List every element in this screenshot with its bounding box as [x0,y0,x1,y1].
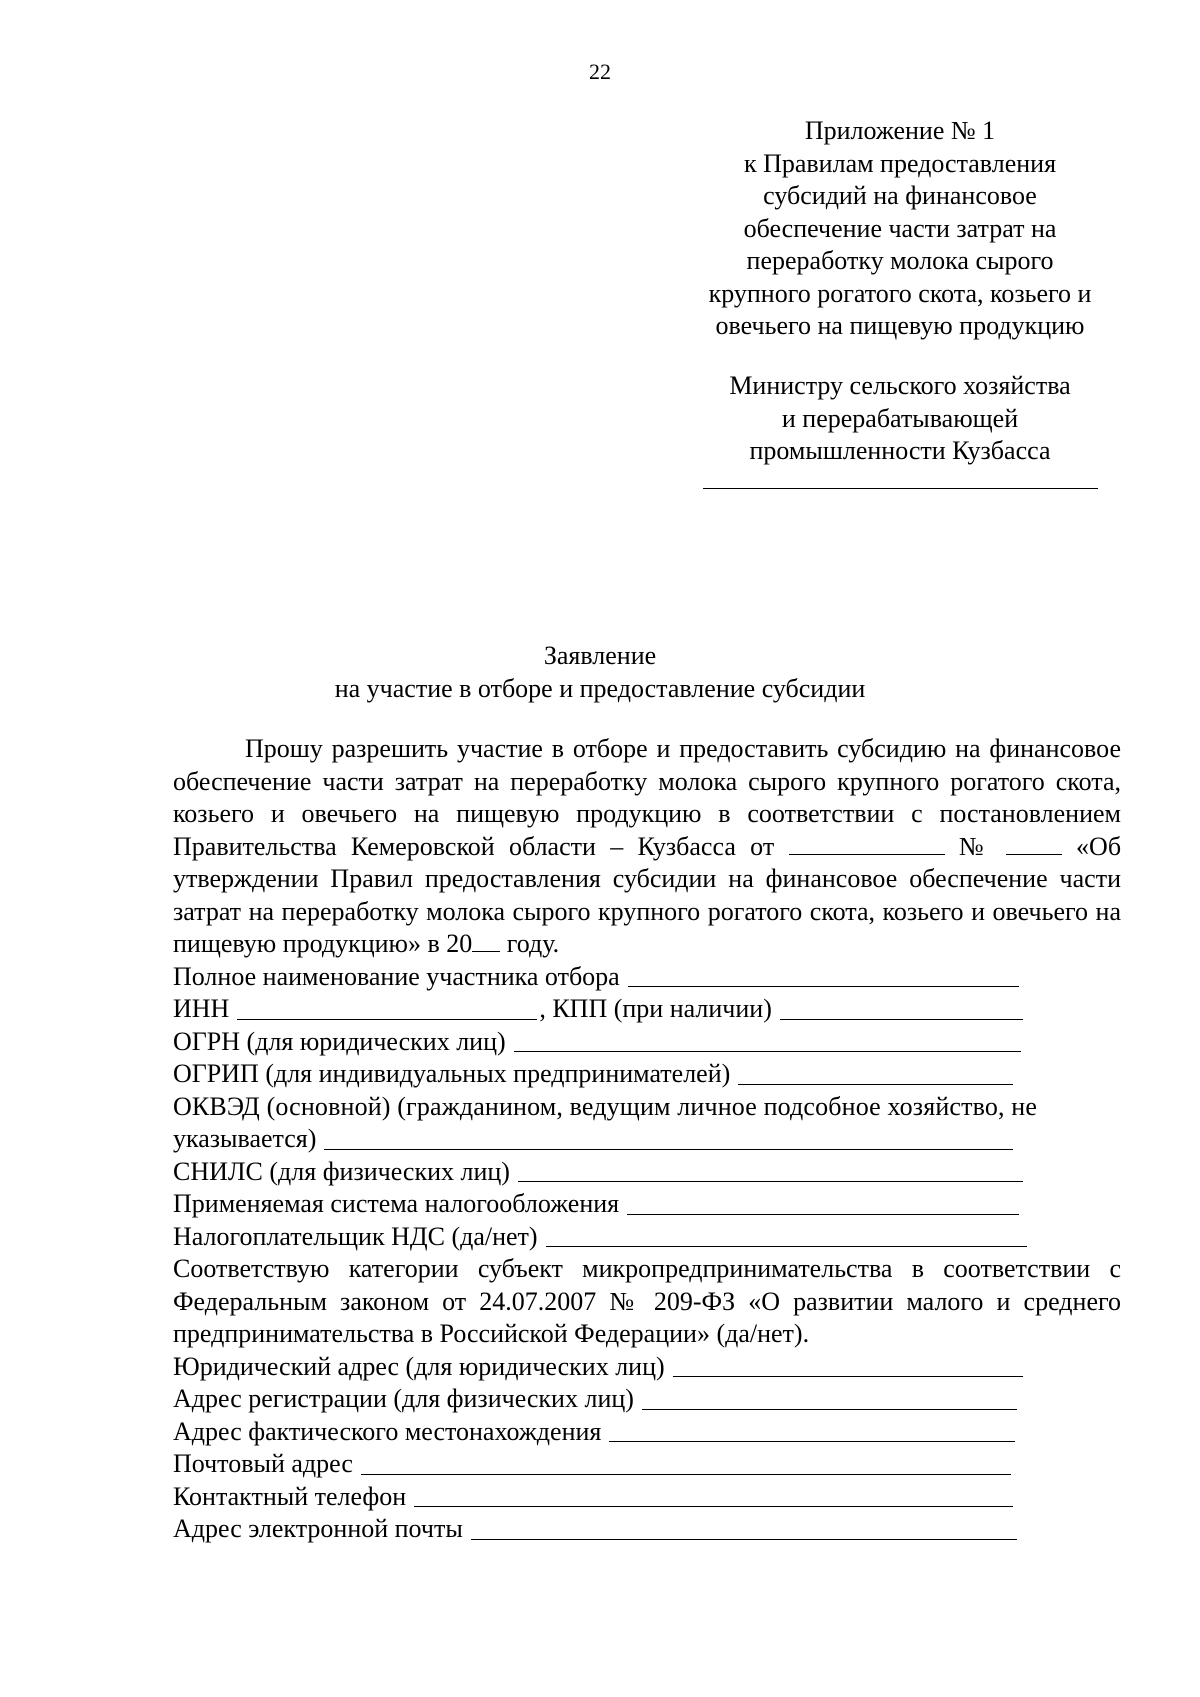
field-label: Полное наименование участника отбора [173,961,620,991]
addressee-line: промышленности Кузбасса [749,436,1051,465]
field-label: ИНН [173,994,230,1023]
inn-blank [237,1019,537,1020]
field-label: СНИЛС (для физических лиц) [173,1156,510,1186]
field-blank [518,1181,1023,1182]
field-actual-address [173,1416,1121,1449]
field-label: , КПП (при наличии) [539,994,772,1023]
field-inn-kpp [173,993,1121,1026]
addressee-signature-line [703,488,1098,489]
field-okved-2 [173,1123,1121,1156]
field-legal-address [173,1351,1121,1384]
title-line-2: на участие в отборе и предоставление субсидии [334,673,866,703]
page-number: 22 [589,59,611,84]
field-email [173,1513,1121,1546]
field-label: Налогоплательщик НДС (да/нет) [173,1221,538,1251]
field-full-name [173,961,1121,994]
field-ogrip [173,1058,1121,1091]
request-number-sign: № [958,831,992,861]
field-ogrn [173,1026,1121,1059]
field-label: Юридический адрес (для юридических лиц) [173,1351,665,1381]
field-blank [514,1051,1021,1052]
decree-date-blank [789,832,945,855]
field-blank [627,1214,1019,1215]
field-blank [642,1409,1017,1410]
field-tax-system [173,1188,1121,1221]
field-blank [609,1441,1015,1442]
year-blank [472,929,500,952]
request-paragraph [173,733,1121,961]
field-blank [673,1376,1023,1377]
addressee-line: и перерабатывающей [781,403,1019,433]
addressee-line: Министру сельского хозяйства [729,371,1071,400]
field-label: Адрес электронной почты [173,1514,463,1543]
field-vat-payer [173,1221,1121,1254]
field-label: ОГРН (для юридических лиц) [173,1026,506,1056]
field-blank [471,1539,1017,1540]
request-text-2: «Об утверждении Правил предоставления субсидии на финансовое обеспечение части затрат на переработку молока сырого крупного рогатого скота, козьего и овечьего на пищевую продукцию» в 20 [173,831,1122,958]
field-blank [628,986,1019,987]
kpp-blank [780,1019,1023,1020]
appendix-line: крупного рогатого скота, козьего и [708,278,1092,308]
field-blank [546,1246,1027,1247]
application-body [173,733,1121,1546]
field-phone [173,1481,1121,1514]
field-blank [414,1506,1013,1507]
field-label: Почтовый адрес [173,1449,353,1478]
field-snils [173,1156,1121,1189]
field-blank [361,1474,1011,1475]
title-line-1: Заявление [543,641,657,670]
field-label: ОГРИП (для индивидуальных предпринимателей) [173,1059,731,1088]
field-label: Адрес фактического местонахождения [173,1416,602,1446]
appendix-line: овечьего на пищевую продукцию [715,311,1085,340]
field-label: ОКВЭД (основной) (гражданином, ведущим личное подсобное хозяйство, не [173,1091,1038,1121]
appendix-line: к Правилам предоставления [743,148,1057,178]
field-blank [324,1149,1013,1150]
appendix-line: переработку молока сырого [746,246,1054,275]
field-label: Применяемая система налогообложения [173,1189,620,1218]
field-registration-address [173,1383,1121,1416]
field-micro-category: Соответствую категории субъект микропредпринимательства в соответствии с Федеральным законом от 24.07.2007 № 209-ФЗ «О развитии малого и среднего предпринимательства в Российской Федерации» (да/нет). [173,1254,1121,1348]
field-label: указывается) [173,1124,317,1153]
field-okved-1 [173,1091,1121,1124]
request-text-1: Прошу разрешить участие в отборе и предоставить субсидию на финансовое обеспечение части затрат на переработку молока сырого крупного рогатого скота, козьего и овечьего на пищевую продукцию в соответствии с постановлением Правительства Кемеровской области – Кузбасса от [173,734,1121,861]
appendix-line: субсидий на финансовое [763,181,1037,210]
request-text-3: году. [506,929,560,958]
addressee-block [680,370,1120,489]
appendix-note [680,115,1120,343]
document-title [0,640,1200,705]
appendix-line: Приложение № 1 [804,116,996,145]
field-postal-address [173,1448,1121,1481]
field-blank [738,1084,1013,1085]
appendix-line: обеспечение части затрат на [743,213,1057,243]
field-label: Контактный телефон [173,1481,407,1511]
decree-number-blank [1006,832,1062,855]
field-label: Адрес регистрации (для физических лиц) [173,1384,634,1413]
